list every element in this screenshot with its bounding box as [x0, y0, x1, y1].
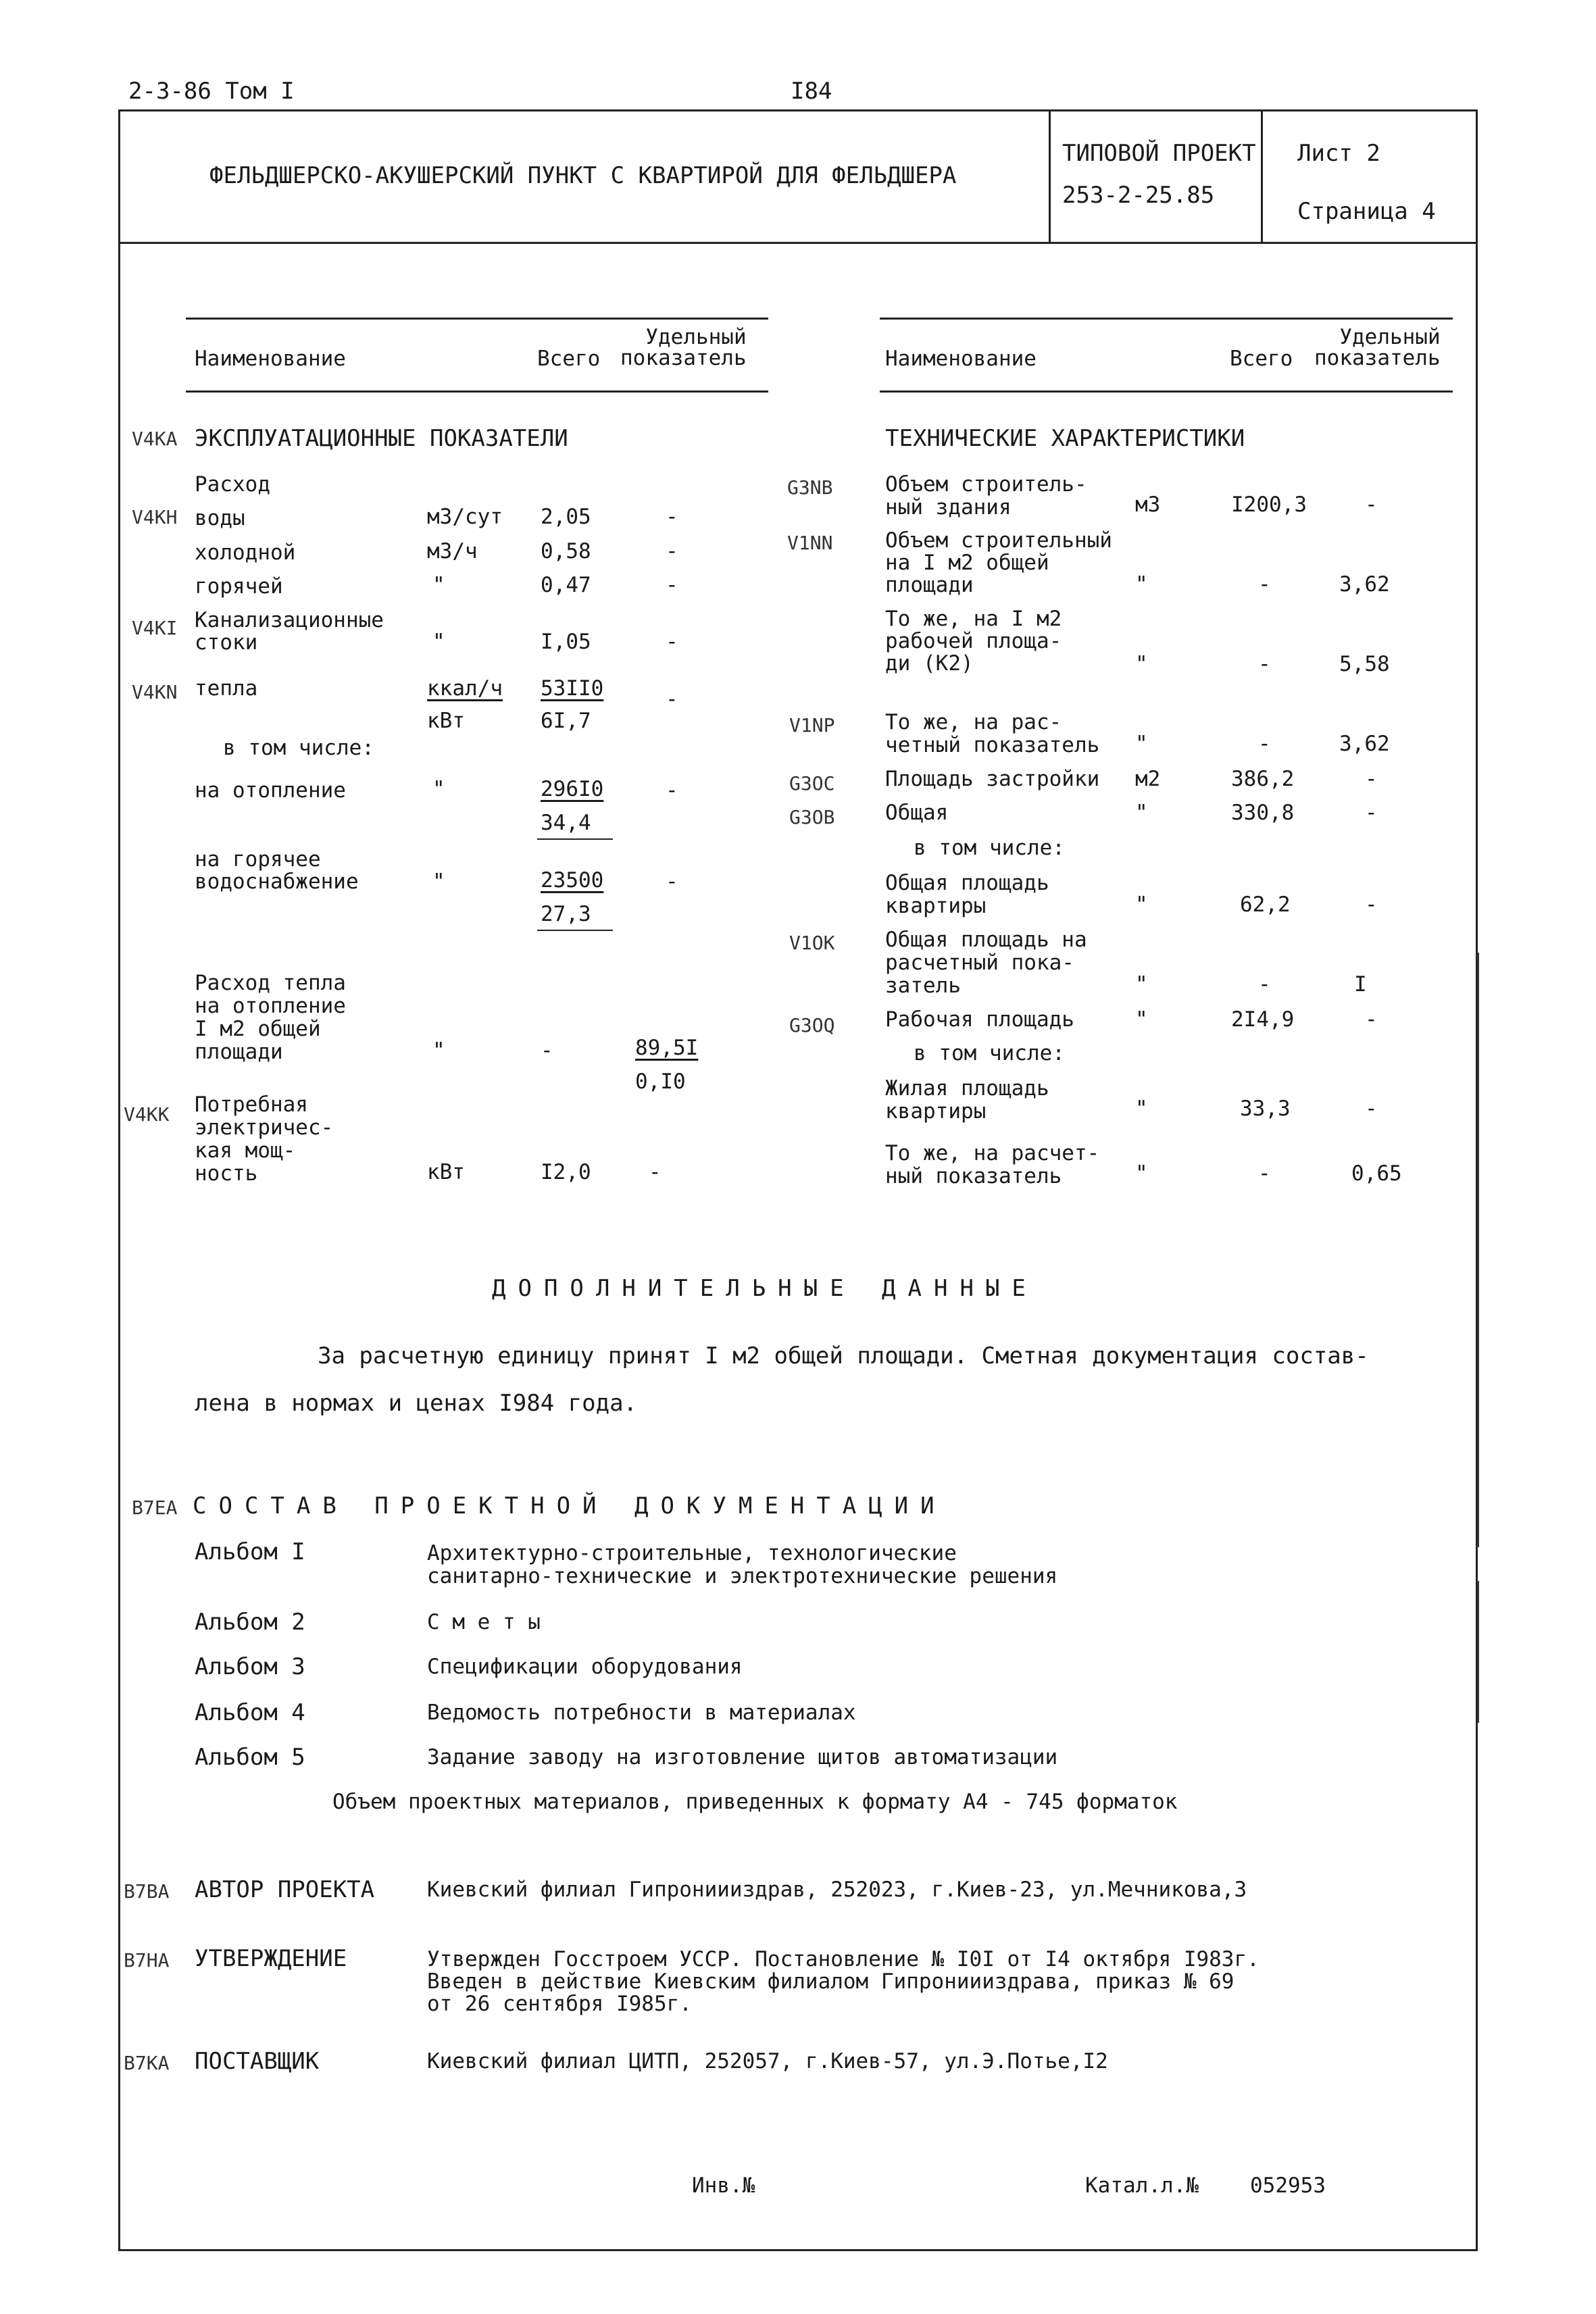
author-text: Киевский филиал Гипрониииздрав, 252023, г.Киев-23, ул.Мечникова,3	[427, 1878, 1247, 1902]
tech-row-code: V1OK	[789, 932, 835, 954]
fraction-rule	[537, 838, 613, 840]
album-description: Спецификации оборудования	[427, 1655, 743, 1679]
fraction-rule	[537, 930, 613, 931]
tech-row-specific: 5,58	[1339, 652, 1390, 676]
tech-row-name: То же, на расчет- ный показатель	[885, 1141, 1100, 1188]
tech-row-total: -	[1258, 1161, 1271, 1186]
title-block-vline-1	[1049, 109, 1051, 243]
tech-row-name: То же, на I м2 рабочей площа- ди (K2)	[885, 607, 1062, 676]
left-header-total: Всего	[537, 347, 601, 371]
op-row-total: 296I0	[541, 777, 604, 801]
op-row-total-2: 34,4	[541, 811, 591, 835]
author-label: АВТОР ПРОЕКТА	[195, 1876, 375, 1903]
tech-row-name: Общая	[885, 801, 949, 825]
approval-label: УТВЕРЖДЕНИЕ	[195, 1945, 347, 1972]
right-header-total: Всего	[1230, 347, 1293, 371]
op-row-unit: "	[432, 573, 445, 597]
supplier-text: Киевский филиал ЦИТП, 252057, г.Киев-57, ул.Э.Потье,I2	[427, 2049, 1108, 2073]
op-row-name: Расход	[195, 472, 270, 497]
tech-row-unit: "	[1135, 1007, 1148, 1032]
document-title: ФЕЛЬДШЕРСКО-АКУШЕРСКИЙ ПУНКТ С КВАРТИРОЙ ДЛЯ ФЕЛЬДШЕРА	[209, 162, 957, 189]
page-number: I84	[791, 78, 832, 105]
tech-row-total: -	[1258, 732, 1271, 756]
tech-row-unit: "	[1135, 732, 1148, 756]
tech-row-name: Жилая площадь квартиры	[885, 1076, 1049, 1124]
tech-row-code: V1NP	[789, 714, 835, 736]
tech-row-unit: "	[1135, 1097, 1148, 1121]
op-row-name: в том числе:	[223, 736, 374, 760]
album-label: Альбом 4	[195, 1699, 305, 1726]
approval-text: Утвержден Госстроем УССР. Постановление № I0I от I4 октября I983г. Введен в действие Киевским филиалом Гипрониииздрава, приказ № 69 от 26 сентября I985г.	[427, 1947, 1260, 2016]
additional-line-2: лена в нормах и ценах I984 года.	[195, 1390, 638, 1417]
tech-row-unit: "	[1135, 801, 1148, 825]
tech-row-total: 386,2	[1231, 767, 1295, 791]
op-row-name: тепла	[195, 676, 258, 701]
op-row-unit: "	[432, 630, 445, 654]
op-row-name: Канализационные стоки	[195, 608, 384, 655]
supplier-label: ПОСТАВЩИК	[195, 2048, 320, 2075]
op-row-unit: "	[432, 777, 445, 801]
op-row-total: 0,58	[541, 539, 591, 563]
tech-row-total: 62,2	[1240, 892, 1291, 917]
op-row-specific: -	[666, 573, 678, 597]
op-row-total: 23500	[541, 868, 604, 892]
tech-row-name: в том числе:	[914, 1041, 1065, 1065]
op-row-total-2: 6I,7	[541, 709, 591, 733]
right-header-name: Наименование	[885, 347, 1037, 371]
catalog-label: Катал.л.№	[1085, 2173, 1199, 2198]
tech-row-total: 2I4,9	[1231, 1007, 1295, 1032]
composition-heading: СОСТАВ ПРОЕКТНОЙ ДОКУМЕНТАЦИИ	[193, 1492, 947, 1519]
op-row-specific-2: 0,I0	[635, 1070, 686, 1094]
tech-row-unit: "	[1135, 892, 1148, 917]
tech-row-name: То же, на рас- четный показатель	[885, 710, 1100, 757]
op-row-name: Расход тепла на отопление I м2 общей площади	[195, 971, 346, 1064]
tech-row-code: G3OB	[789, 806, 835, 828]
tech-row-unit: "	[1135, 572, 1148, 597]
tech-row-specific: -	[1365, 1097, 1378, 1121]
op-row-specific: -	[666, 687, 678, 711]
project-number: 253-2-25.85	[1062, 182, 1215, 209]
tech-row-unit: "	[1135, 652, 1148, 676]
op-row-unit-2: кВт	[427, 709, 465, 733]
page-label: Страница 4	[1297, 198, 1436, 225]
op-row-specific: 89,5I	[635, 1036, 699, 1060]
tech-row-specific: 0,65	[1351, 1161, 1402, 1186]
op-row-name: воды	[195, 506, 245, 530]
op-row-unit: кВт	[427, 1160, 465, 1184]
tech-row-total: -	[1258, 652, 1271, 676]
op-row-code: V4KK	[124, 1103, 170, 1126]
left-header-specific: Удельный показатель	[620, 325, 747, 370]
approval-code: B7HA	[124, 1949, 170, 1971]
left-table-header-rule	[186, 391, 768, 393]
tech-row-specific: -	[1365, 767, 1378, 791]
tech-row-unit: "	[1135, 1161, 1148, 1186]
series-volume: 2-3-86 Том I	[128, 78, 295, 105]
left-header-name: Наименование	[195, 347, 346, 371]
op-row-unit: м3/ч	[427, 539, 478, 563]
margin-mark	[1477, 953, 1479, 1547]
tech-row-code: G3OC	[789, 772, 835, 795]
op-row-unit: "	[432, 870, 445, 894]
album-description: Задание заводу на изготовление щитов автоматизации	[427, 1745, 1058, 1769]
op-row-specific: -	[666, 630, 678, 654]
album-label: Альбом 5	[195, 1744, 305, 1771]
author-code: B7BA	[124, 1880, 170, 1903]
additional-heading: ДОПОЛНИТЕЛЬНЫЕ ДАННЫЕ	[492, 1275, 1038, 1302]
album-label: Альбом 2	[195, 1609, 305, 1636]
right-table-top-rule	[880, 318, 1453, 320]
tech-row-specific: -	[1365, 892, 1378, 917]
op-row-total: I,05	[541, 630, 591, 654]
tech-row-code: V1NN	[787, 532, 833, 554]
album-description: Архитектурно-строительные, технологические санитарно-технические и электротехнические решения	[427, 1541, 1058, 1588]
tech-row-name: Общая площадь на расчетный пока- затель	[885, 928, 1087, 998]
right-table-header-rule	[880, 391, 1453, 393]
tech-row-name: Площадь застройки	[885, 767, 1100, 791]
inventory-label: Инв.№	[692, 2173, 755, 2198]
op-row-name: Потребная электричес- кая мощ- ность	[195, 1092, 334, 1186]
tech-row-specific: -	[1365, 1007, 1378, 1032]
tech-row-name: Общая площадь квартиры	[885, 871, 1049, 918]
op-row-code: V4KH	[132, 506, 178, 528]
tech-row-code: G3NB	[787, 476, 833, 499]
op-row-specific: -	[666, 505, 678, 529]
additional-line-1: За расчетную единицу принят I м2 общей площади. Сметная документация состав-	[318, 1342, 1369, 1369]
op-row-specific: -	[649, 1160, 662, 1184]
title-block-vline-2	[1261, 109, 1263, 243]
supplier-code: B7KA	[124, 2052, 170, 2074]
op-row-total: -	[541, 1038, 553, 1063]
op-row-unit: м3/сут	[427, 505, 503, 529]
tech-row-unit: м3	[1135, 493, 1161, 517]
tech-row-specific: I	[1354, 972, 1367, 997]
album-label: Альбом 3	[195, 1653, 305, 1680]
op-row-specific: -	[666, 870, 678, 894]
album-description: С м е т ы	[427, 1610, 541, 1634]
op-row-total: 0,47	[541, 573, 591, 597]
op-row-total: I2,0	[541, 1160, 591, 1184]
tech-row-total: -	[1258, 572, 1271, 597]
catalog-number: 052953	[1250, 2173, 1326, 2198]
op-row-unit: ккал/ч	[427, 676, 503, 701]
right-header-specific: Удельный показатель	[1314, 325, 1441, 370]
op-row-total: 53II0	[541, 676, 604, 701]
tech-row-name: Объем строитель- ный здания	[885, 472, 1087, 520]
margin-mark	[1477, 1581, 1479, 1723]
tech-row-total: -	[1258, 972, 1271, 997]
operational-title: ЭКСПЛУАТАЦИОННЫЕ ПОКАЗАТЕЛИ	[195, 425, 568, 452]
tech-row-total: 330,8	[1231, 801, 1295, 825]
op-row-name: на отопление	[195, 778, 346, 803]
op-row-unit: "	[432, 1038, 445, 1063]
technical-title: ТЕХНИЧЕСКИЕ ХАРАКТЕРИСТИКИ	[885, 425, 1245, 452]
tech-row-unit: "	[1135, 972, 1148, 997]
op-row-code: V4KI	[132, 617, 178, 639]
op-row-total-2: 27,3	[541, 902, 591, 926]
op-row-name: горячей	[195, 574, 283, 599]
album-description: Ведомость потребности в материалах	[427, 1701, 856, 1725]
tech-row-specific: -	[1365, 493, 1378, 517]
op-row-code: V4KN	[132, 681, 178, 703]
op-row-total: 2,05	[541, 505, 591, 529]
sheet-label: Лист 2	[1297, 140, 1380, 167]
tech-row-name: Объем строительный на I м2 общей площади	[885, 528, 1112, 597]
project-type: ТИПОВОЙ ПРОЕКТ	[1062, 140, 1256, 167]
tech-row-specific: 3,62	[1339, 732, 1390, 756]
tech-row-name: Рабочая площадь	[885, 1007, 1074, 1032]
album-label: Альбом I	[195, 1538, 305, 1565]
operational-code: V4KA	[132, 428, 178, 450]
op-row-name: холодной	[195, 540, 296, 565]
left-table-top-rule	[186, 318, 768, 320]
tech-row-unit: м2	[1135, 767, 1161, 791]
tech-row-specific: 3,62	[1339, 572, 1390, 597]
materials-volume: Объем проектных материалов, приведенных к формату А4 - 745 форматок	[332, 1790, 1178, 1814]
tech-row-specific: -	[1365, 801, 1378, 825]
op-row-specific: -	[666, 778, 678, 803]
title-block-divider	[118, 242, 1478, 244]
tech-row-total: 33,3	[1240, 1097, 1291, 1121]
op-row-name: на горячее водоснабжение	[195, 847, 359, 894]
tech-row-name: в том числе:	[914, 836, 1065, 860]
op-row-specific: -	[666, 539, 678, 563]
composition-code: B7EA	[132, 1496, 178, 1519]
tech-row-total: I200,3	[1231, 493, 1307, 517]
tech-row-code: G3OQ	[789, 1014, 835, 1036]
